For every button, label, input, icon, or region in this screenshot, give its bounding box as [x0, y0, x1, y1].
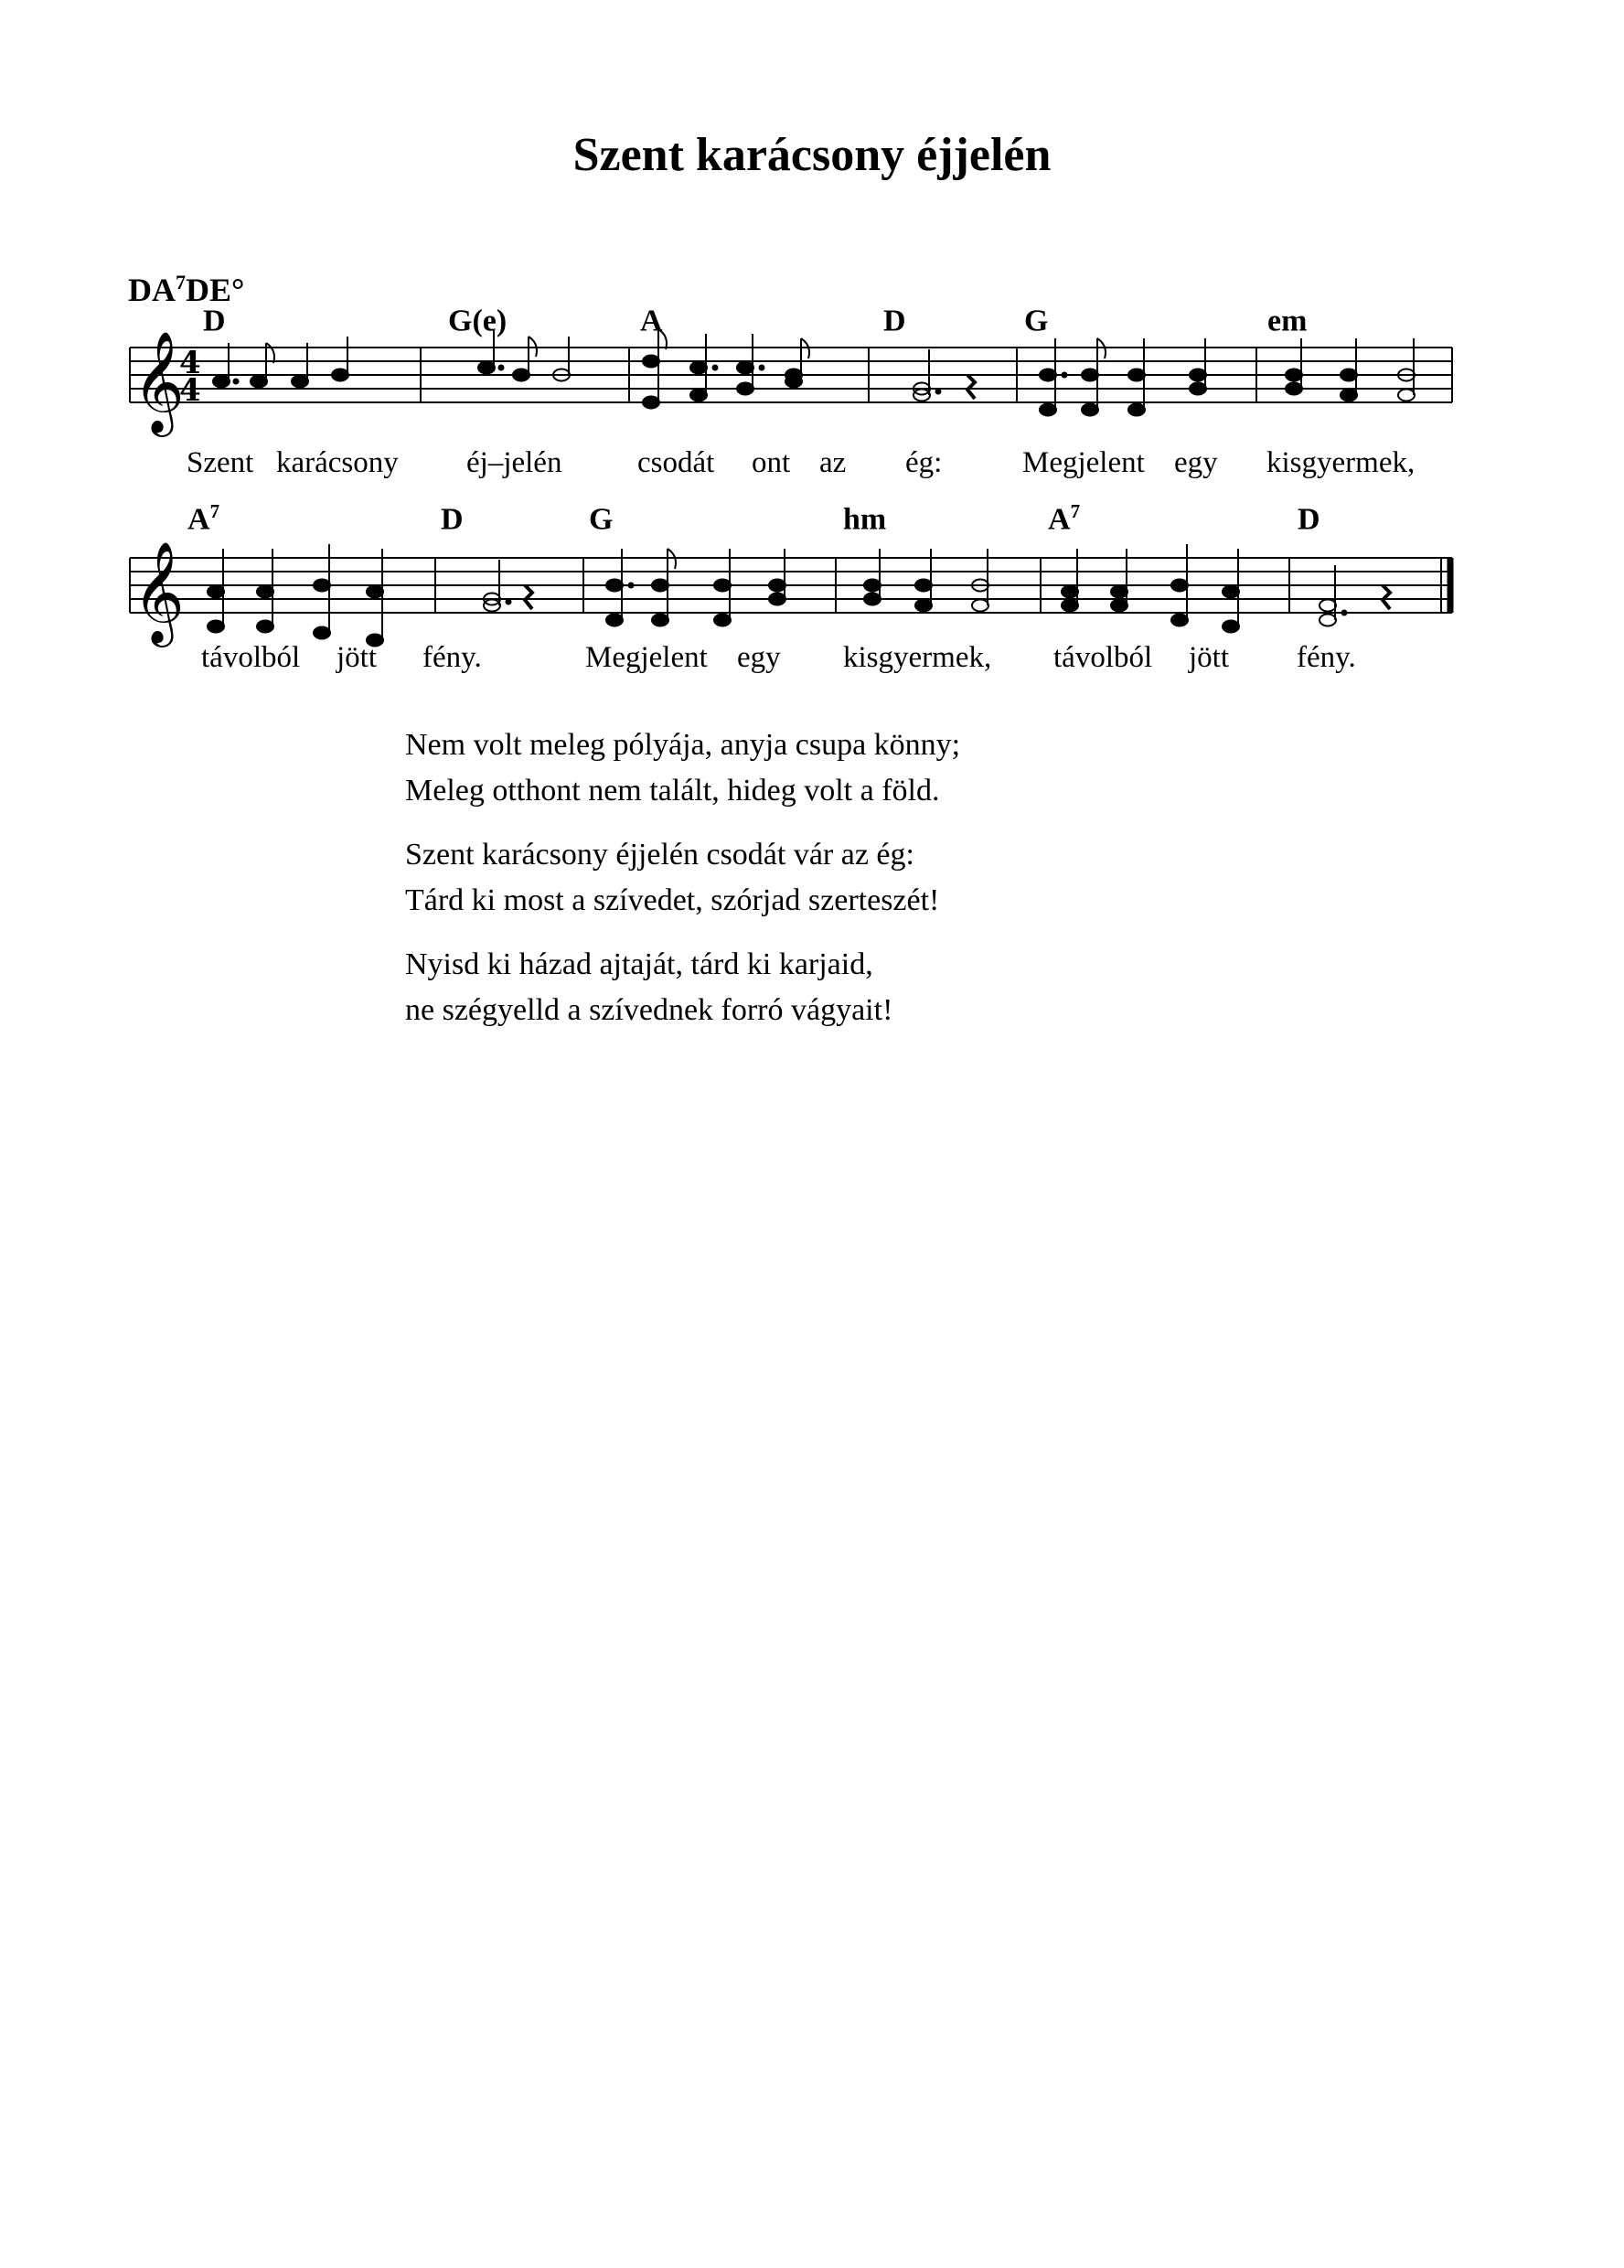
verse-line: Nem volt meleg pólyája, anyja csupa könny;: [405, 728, 961, 762]
lyric-syllable: jött: [1189, 641, 1230, 674]
lyric-syllable: ég:: [905, 446, 943, 479]
stanza-2: [405, 722, 960, 814]
chord-symbol: G(e): [448, 304, 508, 338]
chord-symbol: hm: [843, 502, 887, 537]
staff-system-1: [0, 329, 1624, 457]
lyric-syllable: egy: [1174, 446, 1218, 479]
lyric-syllable: az: [819, 446, 847, 479]
lyric-syllable: Szent: [187, 446, 254, 479]
chord-symbol: A: [640, 304, 663, 338]
chord-key-legend: [128, 271, 244, 309]
chord-symbol: D: [441, 502, 464, 537]
chord-symbol: G: [1024, 304, 1049, 338]
chord-symbol: $A^7$: [187, 500, 220, 537]
verse-line: Nyisd ki házad ajtaját, tárd ki karjaid,: [405, 947, 873, 981]
lyric-syllable: éj–jelén: [466, 446, 562, 479]
lyric-syllable: csodát: [637, 446, 715, 479]
song-title: Szent karácsony éjjelén: [572, 129, 1052, 181]
chord-key-seventh: 7: [176, 271, 186, 294]
verse-line: Meleg otthont nem talált, hideg volt a föld.: [405, 774, 940, 808]
time-signature-top: 4: [179, 345, 201, 381]
lyric-syllable: Megjelent: [585, 641, 708, 674]
lyric-syllable: fény.: [422, 641, 482, 674]
chord-key-rest: DE°: [186, 272, 245, 308]
lyric-syllable: ont: [752, 446, 791, 479]
chord-symbol: D: [1298, 502, 1320, 537]
chord-key-base: DA: [128, 272, 176, 308]
lyric-syllable: távolból: [1053, 641, 1153, 674]
stanza-3: [405, 832, 960, 924]
chord-symbol: $A^7$: [1048, 500, 1081, 537]
treble-clef-icon: 𝄞: [133, 540, 185, 643]
lyric-syllable: karácsony: [276, 446, 399, 479]
lyric-syllable: egy: [737, 641, 781, 674]
time-signature-bottom: 4: [179, 372, 201, 409]
chord-symbol: em: [1267, 304, 1308, 338]
verse-line: Szent karácsony éjjelén csodát vár az ég:: [405, 838, 914, 872]
verses: [405, 722, 960, 1052]
notes-system-2: [208, 544, 1390, 647]
staff-system-2: [0, 521, 1624, 649]
chord-symbol: D: [203, 304, 226, 338]
verse-line: ne szégyelld a szívednek forró vágyait!: [405, 993, 893, 1027]
lyric-syllable: távolból: [201, 641, 301, 674]
lyric-syllable: Megjelent: [1022, 446, 1145, 479]
lyric-syllable: kisgyermek,: [843, 641, 992, 674]
chord-symbol: D: [883, 304, 906, 338]
lyric-syllable: kisgyermek,: [1266, 446, 1416, 479]
verse-line: Tárd ki most a szívedet, szórjad szerteszét!: [405, 883, 940, 917]
stanza-4: [405, 942, 960, 1033]
lyric-syllable: fény.: [1297, 641, 1356, 674]
chord-symbol: G: [589, 502, 614, 537]
treble-clef-icon: 𝄞: [133, 330, 185, 433]
lyric-syllable: jött: [337, 641, 378, 674]
